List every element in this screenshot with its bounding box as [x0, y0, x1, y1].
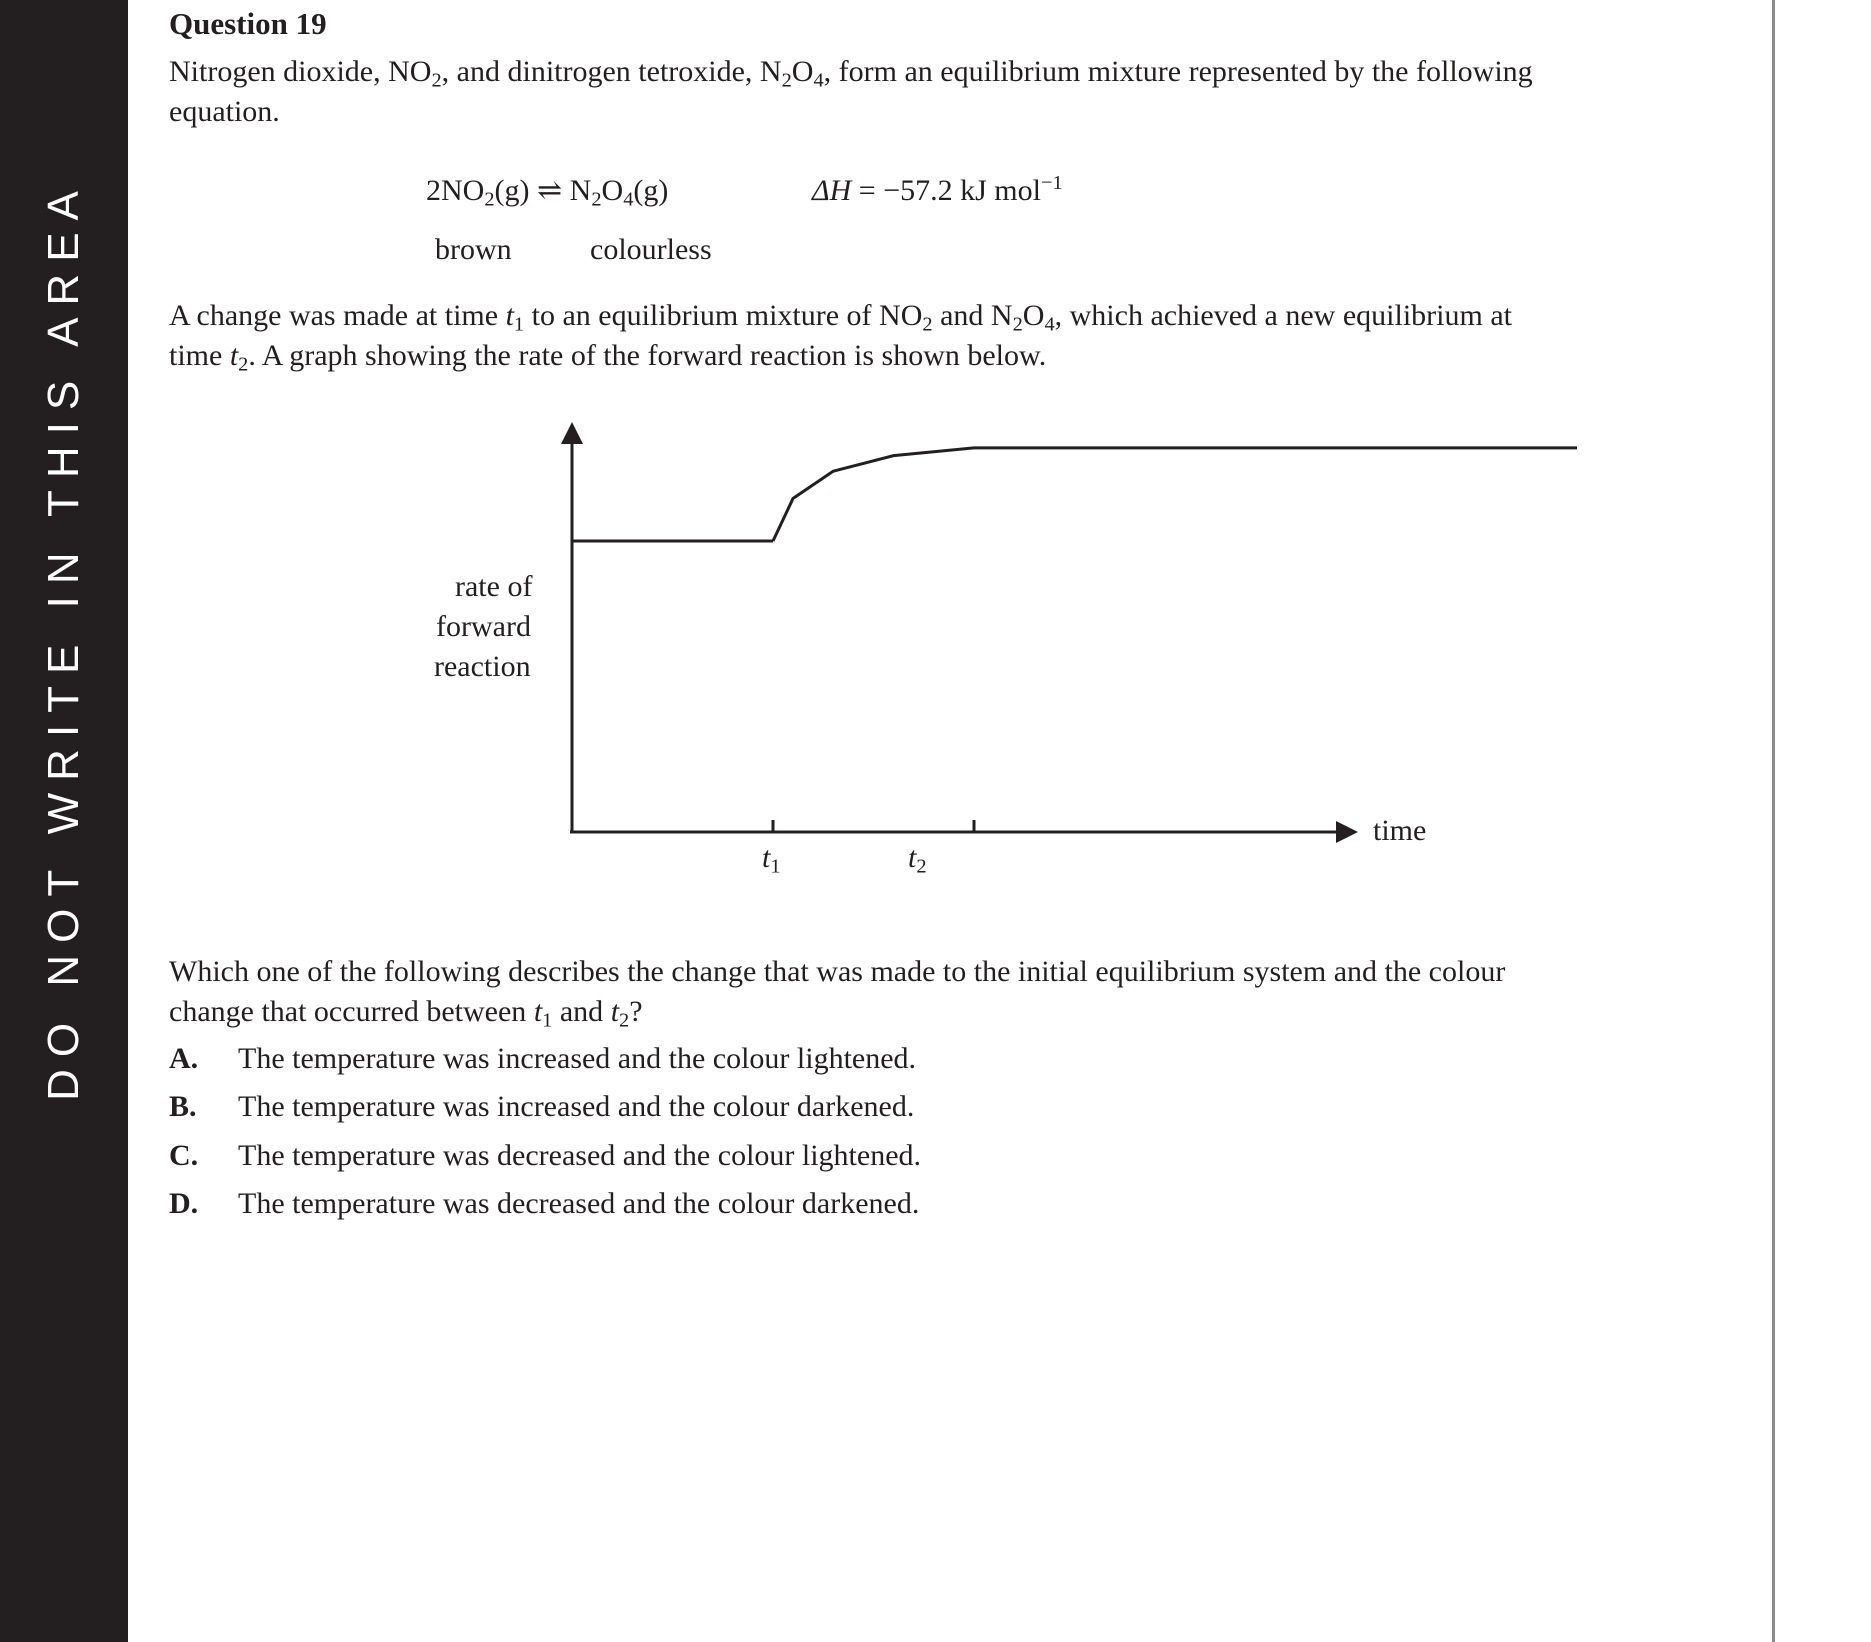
- y-axis-arrow: [561, 422, 583, 444]
- option-c-letter: C.: [169, 1139, 199, 1172]
- x-tick-label-t2: $t_2$: [908, 841, 927, 878]
- option-b-text: The temperature was increased and the colour darkened.: [238, 1090, 915, 1123]
- label-colourless: colourless: [590, 233, 712, 266]
- prompt-line-2: change that occurred between $t_1$ and $t_2$?: [169, 995, 643, 1032]
- option-c-text: The temperature was decreased and the colour lightened.: [238, 1139, 922, 1172]
- change-line-1: A change was made at time $t_1$ to an equilibrium mixture of $NO_2$ and $N_2O_4$, which achieved a new equilibrium at: [169, 299, 1512, 336]
- x-tick-label-t1: $t_1$: [762, 841, 781, 878]
- change-line-2: time $t_2$. A graph showing the rate of the forward reaction is shown below.: [169, 339, 1047, 376]
- right-margin-rule: [1772, 0, 1775, 1642]
- equation-left: $2NO_2(g)$ ⇌ $N_2O_4(g)$: [426, 174, 669, 211]
- y-label-line-2: forward: [436, 610, 531, 643]
- option-d-letter: D.: [169, 1187, 199, 1220]
- intro-line-1: Nitrogen dioxide, $NO_2$, and dinitrogen tetroxide, $N_2O_4$, form an equilibrium mixture represented by the following: [169, 55, 1533, 92]
- prompt-line-1: Which one of the following describes the change that was made to the initial equilibrium system and the colour: [169, 955, 1506, 988]
- y-label-line-1: rate of: [455, 570, 533, 603]
- option-d-text: The temperature was decreased and the colour darkened.: [238, 1187, 920, 1220]
- option-a-letter: A.: [169, 1042, 199, 1075]
- enthalpy-change: ΔH = −57.2 kJ mol$^{-1}$: [812, 171, 1063, 207]
- label-brown: brown: [435, 233, 512, 266]
- y-label-line-3: reaction: [434, 650, 531, 683]
- option-b-letter: B.: [169, 1090, 197, 1123]
- option-a-text: The temperature was increased and the colour lightened.: [238, 1042, 917, 1075]
- series-line-2: [773, 448, 1577, 541]
- question-title: Question 19: [169, 6, 327, 41]
- margin-bar: [0, 0, 128, 1642]
- intro-line-2: equation.: [169, 95, 280, 128]
- x-axis-arrow: [1336, 821, 1358, 843]
- x-label: time: [1373, 814, 1427, 847]
- margin-warning-text: DO NOT WRITE IN THIS AREA: [39, 179, 88, 1101]
